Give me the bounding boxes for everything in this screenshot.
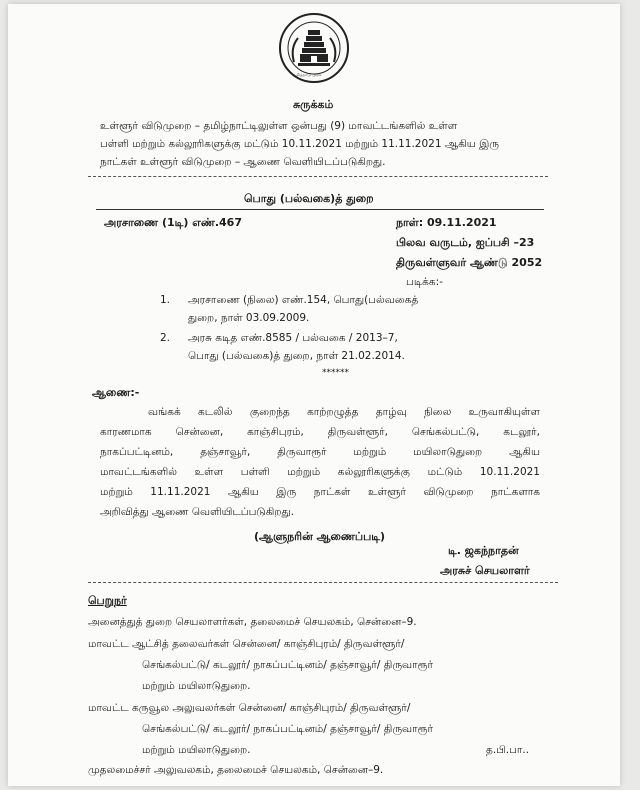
reference-1-number: 1. — [160, 294, 171, 306]
recipient-line-2: மாவட்ட ஆட்சித் தலைவர்கள் சென்னை/ காஞ்சிபுரம்/ திருவள்ளூர்/ — [88, 638, 405, 650]
reference-2-line-1: அரசு கடித எண்.8585 / பல்வகை / 2013–7, — [188, 332, 398, 344]
recipient-line-4: மற்றும் மயிலாடுதுறை. — [142, 680, 251, 692]
recipients-heading: பெறுநர் — [88, 594, 127, 607]
order-body-line-6: அறிவித்து ஆணை வெளியிடப்படுகிறது. — [100, 506, 294, 518]
summary-divider — [88, 176, 548, 177]
document-page — [8, 4, 620, 786]
order-body-line-1: வங்கக் கடலில் குறைந்த காற்றழுத்த தாழ்வு நிலை உருவாகியுள்ள — [148, 406, 540, 418]
footer-initials: த.பி.பா.. — [486, 744, 530, 756]
order-heading: ஆணை:- — [92, 386, 140, 399]
summary-heading: சுருக்கம் — [293, 98, 334, 111]
recipients-divider — [88, 582, 558, 583]
order-number: அரசாணை (1டி) எண்.467 — [104, 216, 242, 229]
reference-1-line-1: அரசாணை (நிலை) எண்.154, பொது(பல்வகைத் — [188, 294, 419, 306]
reference-2-number: 2. — [160, 332, 171, 344]
reference-2-line-2: பொது (பல்வகை)த் துறை, நாள் 21.02.2014. — [188, 350, 405, 362]
read-label: படிக்க:- — [406, 276, 443, 288]
emblem-caption: தமிழ்நாடு அரசு — [293, 72, 322, 77]
recipient-line-5: மாவட்ட கருவூல அலுவலர்கள் சென்னை/ காஞ்சிபுரம்/ திருவள்ளூர்/ — [88, 702, 411, 714]
signatory-title: அரசுச் செயலாளர் — [440, 564, 530, 577]
summary-line-2: பள்ளி மற்றும் கல்லூரிகளுக்கு மட்டும் 10.11.2021 மற்றும் 11.11.2021 ஆகிய இரு — [100, 138, 500, 150]
order-body-line-3: நாகப்பட்டினம், தஞ்சாவூர், திருவாரூர் மற்றும் மயிலாடுதுறை ஆகிய — [100, 446, 540, 458]
tamil-year: பிலவ வருடம், ஐப்பசி –23 — [396, 236, 535, 249]
recipient-line-7: மற்றும் மயிலாடுதுறை. — [142, 744, 251, 756]
reference-1-line-2: துறை, நாள் 03.09.2009. — [188, 312, 310, 324]
department-title: பொது (பல்வகை)த் துறை — [244, 192, 374, 205]
recipient-line-8: முதலமைச்சர் அலுவலகம், தலைமைச் செயலகம், சென்னை–9. — [88, 764, 384, 776]
recipient-line-3: செங்கல்பட்டு/ கடலூர்/ நாகப்பட்டினம்/ தஞ்சாவூர்/ திருவாரூர் — [142, 659, 433, 671]
order-date: நாள்: 09.11.2021 — [396, 216, 497, 229]
summary-line-1: உள்ளூர் விடுமுறை – தமிழ்நாட்டிலுள்ள ஒன்பது (9) மாவட்டங்களில் உள்ள — [100, 120, 458, 132]
order-body-line-2: காரணமாக சென்னை, காஞ்சிபுரம், திருவள்ளூர், செங்கல்பட்டு, கடலூர், — [100, 426, 540, 438]
recipient-line-1: அனைத்துத் துறை செயலாளர்கள், தலைமைச் செயலகம், சென்னை–9. — [88, 616, 417, 628]
governor-order: (ஆளுநரின் ஆணைப்படி) — [254, 530, 386, 543]
recipient-line-6: செங்கல்பட்டு/ கடலூர்/ நாகப்பட்டினம்/ தஞ்சாவூர்/ திருவாரூர் — [142, 723, 433, 735]
signatory-name: டி. ஜகந்நாதன் — [448, 544, 519, 557]
summary-line-3: நாட்கள் உள்ளூர் விடுமுறை – ஆணை வெளியிடப்படுகிறது. — [100, 156, 386, 168]
order-body-line-4: மாவட்டங்களில் உள்ள பள்ளி மற்றும் கல்லூரிகளுக்கு மட்டும் 10.11.2021 — [100, 466, 540, 478]
order-body-line-5: மற்றும் 11.11.2021 ஆகிய இரு நாட்கள் உள்ளூர் விடுமுறை நாட்களாக — [100, 486, 540, 498]
thiruvalluvar-year: திருவள்ளுவர் ஆண்டு 2052 — [396, 256, 543, 269]
department-divider — [96, 209, 544, 210]
separator-stars: ****** — [322, 368, 349, 378]
